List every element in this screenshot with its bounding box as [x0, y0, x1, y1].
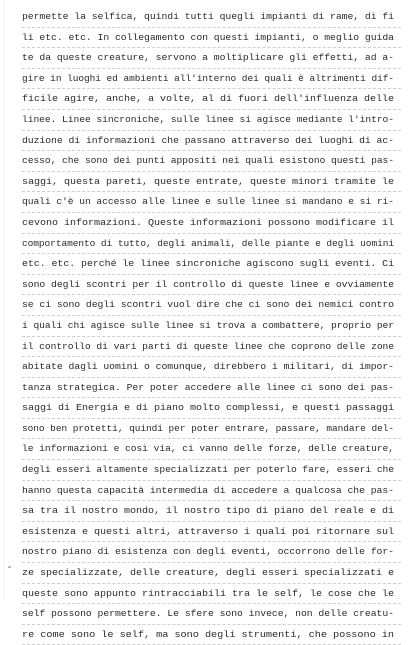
- line-text: linee. Linee sincroniche, sulle linee si agisce mediante l'intro-: [22, 113, 394, 125]
- text-line: [22, 89, 401, 110]
- text-line: [22, 398, 401, 419]
- line-text: permette la selfica, quindi tutti quegli impianti di rame, di fi: [22, 11, 394, 22]
- line-text: re come sono le self, ma sono degli strumenti, che possono in: [22, 628, 395, 640]
- text-line: [22, 481, 401, 502]
- text-body: [22, 7, 401, 645]
- line-text: hanno questa capacità intermedia di accedere a qualcosa che pas-: [22, 484, 394, 496]
- line-text: saggi, questa pareti, queste entrate, queste minori tramite le: [22, 175, 395, 187]
- line-text: le informazioni e così via, ci vanno delle forze, delle creature,: [22, 443, 394, 455]
- line-text: sono degli scontri per il controllo di queste linee e ovviamente: [22, 278, 394, 290]
- line-text: se ci sono degli scontri vuol dire che ci sono dei nemici contro: [22, 299, 394, 311]
- line-text: esistenza e questi altri, attraverso i quali poi ritornare sul: [22, 525, 395, 537]
- line-text: ze specializzate, delle creature, degli esseri specializzati e: [22, 567, 395, 579]
- text-line: [22, 542, 401, 563]
- text-line: [22, 625, 401, 645]
- line-text: te da queste creature, servono a moltiplicare gli effetti, ad a-: [22, 52, 394, 64]
- line-text: ficile agire, anche, a volte, al di fuori dell'influenza delle: [22, 93, 395, 105]
- text-line: [22, 316, 401, 337]
- text-line: [22, 563, 401, 584]
- text-line: [22, 192, 401, 213]
- line-text: cevono informazioni. Queste informazioni possono modificare il: [22, 216, 395, 228]
- text-line: [22, 7, 401, 28]
- text-line: [22, 584, 401, 605]
- line-text: sono ben protetti, quindi per poter entrare, passare, mandare del-: [22, 422, 394, 434]
- text-line: [22, 110, 401, 131]
- line-text: tanza strategica. Per poter accedere alle linee ci sono dei pas-: [22, 381, 394, 393]
- line-text: il controllo di vari parti di queste linee che coprono delle zone: [22, 340, 394, 352]
- line-text: comportamento di tutto, degli animali, delle piante e degli uomini: [22, 237, 394, 249]
- text-line: [22, 460, 401, 481]
- line-text: quali c'è un accesso alle linee e sulle linee si mandano e si ri-: [22, 196, 394, 208]
- text-line: [22, 69, 401, 90]
- page-edge-shadow: [3, 0, 4, 600]
- text-line: [22, 48, 401, 69]
- text-line: [22, 604, 401, 625]
- margin-mark: [8, 566, 11, 568]
- text-line: [22, 501, 401, 522]
- line-text: saggi di Energia e di piano molto complessi, e questi passaggi: [22, 402, 395, 414]
- line-text: gire in luoghi ed ambienti all'interno dei quali è altrimenti dif-: [22, 72, 394, 84]
- text-line: [22, 295, 401, 316]
- text-line: [22, 28, 401, 49]
- text-line: [22, 234, 401, 255]
- text-line: [22, 419, 401, 440]
- line-text: abitate dagli uomini o comunque, direbbero i militari, di impor-: [22, 361, 394, 373]
- line-text: li etc. etc. In collegamento con questi impianti, o meglio guida: [22, 31, 394, 43]
- line-text: queste sono appunto rintracciabili tra le self, le cose che le: [22, 587, 395, 599]
- line-text: duzione di informazioni che passano attraverso dei luoghi di ac-: [22, 134, 394, 146]
- text-line: [22, 439, 401, 460]
- text-line: [22, 172, 401, 193]
- line-text: sa tra il nostro mondo, il nostro tipo di piano del reale e di: [22, 505, 395, 517]
- text-line: [22, 357, 401, 378]
- line-text: nostro piano di esistenza con degli eventi, occorrono delle for-: [22, 546, 394, 558]
- text-line: [22, 275, 401, 296]
- line-text: i quali chi agisce sulle linee si trova a combattere, proprio per: [22, 319, 394, 331]
- line-text: etc. etc. perché le linee sincroniche agiscono sugli eventi. Ci: [22, 258, 394, 270]
- text-line: [22, 337, 401, 358]
- line-text: degli esseri altamente specializzati per poterlo fare, esseri che: [22, 464, 394, 476]
- line-text: cesso, che sono dei punti appositi nei quali esistono questi pas-: [22, 155, 394, 167]
- line-text: self possono permettere. Le sfere sono invece, non delle creatu-: [22, 608, 394, 620]
- text-line: [22, 254, 401, 275]
- text-line: [22, 213, 401, 234]
- text-line: [22, 378, 401, 399]
- text-line: [22, 151, 401, 172]
- text-line: [22, 522, 401, 543]
- text-line: [22, 131, 401, 152]
